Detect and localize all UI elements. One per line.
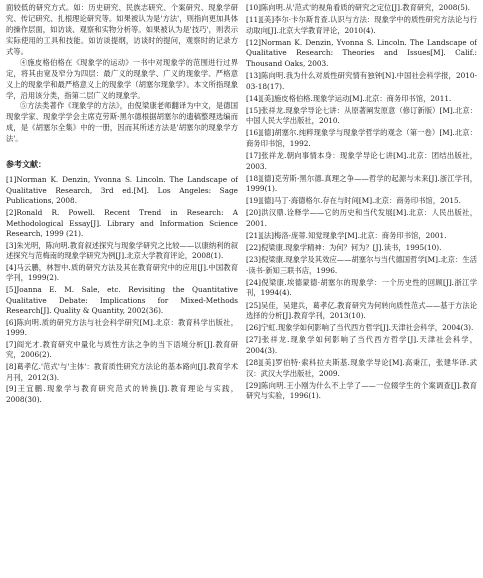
reference-item: [13]陈向明.我为什么对质性研究情有独钟[N].中国社会科学报，2010-03-18(17).: [246, 70, 477, 91]
reference-item: [22]倪梁康.现象学精神：为何？何为？[J].读书，1995(10).: [246, 243, 442, 253]
reference-item: [18][德]克劳斯·黑尔德.真理之争——哲学的起源与未来[J].浙江学刊，1999(1).: [246, 173, 477, 194]
reference-item: [3]朱光明，陈向明.教育叙述探究与现象学研究之比较——以康纳利的叙述探究与范梅南的现象学研究为例[J].北京大学教育评论，2008(1).: [6, 240, 238, 261]
reference-item: [17]张祥龙.朝向事情本身：现象学导论七讲[M].北京：团结出版社，2003.: [246, 151, 477, 171]
reference-item: [19][德]马丁·海德格尔.存在与时间[M].北京：商务印书馆，2015.: [246, 196, 461, 206]
reference-item: [12]Norman K. Denzin, Yvonna S. Lincoln. The Landscape of Qualitative Research: Theories and Issues[M]. Calif.: Thousand Oaks, 2003.: [246, 37, 477, 68]
references-title: 参考文献：: [6, 160, 46, 170]
body-paragraph-3: ⑤方法类著作《现象学的方法》，由倪梁康老师翻译为中文，是德国现象学家、现象学学会主席克劳斯·黑尔德根据胡塞尔的遗稿整理选编而成，是《胡塞尔全集》中的一册，因而其所述方法是'胡塞尔的现象学方法'。: [6, 101, 238, 144]
section-gap: [6, 145, 238, 159]
reference-item: [11][美]李尔·卡尔斯肯查.认识与方法：现象学中的质性研究方法论与行动取向[J].北京大学教育评论，2010(4).: [246, 15, 477, 35]
reference-item: [10]陈向明.从'范式'的视角看质的研究之定位[J].教育研究，2008(5).: [246, 3, 471, 12]
body-paragraph-2: ④施皮格伯格在《现象学的运动》一书中对现象学的范围进行过界定，将其由宽及窄分为四层：最广义的现象学、广义的现象学、严格意义上的现象学和最严格意义上的现象学（胡塞尔现象学）。本文所指现象学，沿用该分类，指第二层广义的现象学。: [6, 57, 238, 100]
reference-item: [24]倪梁康.埃德蒙德·胡塞尔的现象学：一个历史性的回顾[J].浙江学刊，1994(4).: [246, 277, 477, 298]
reference-item: [7]阎光才.教育研究中量化与质性方法之争的当下语境分析[J].教育研究，2006(2).: [6, 339, 238, 360]
reference-item: [8]葛孝亿.'范式'与'主体'：教育质性研究方法论的基本路向[J].教育学术月刊，2012(3).: [6, 362, 238, 382]
reference-item: [21][法]梅洛-庞蒂.知觉现象学[M].北京：商务印书馆，2001.: [246, 231, 447, 241]
reference-item: [26]宁虹.现象学如何影响了当代西方哲学[J].天津社会科学，2004(3).: [246, 323, 474, 333]
reference-item: [1]Norman K. Denzin, Yvonna S. Lincoln. The Landscape of Qualitative Research, 3rd ed.[M]. Los Angeles: Sage Publications, 2008.: [6, 175, 238, 206]
left-column: [6, 3, 238, 574]
reference-item: [6]陈向明.质的研究方法与社会科学研究[M].北京：教育科学出版社，1999.: [6, 317, 238, 338]
body-paragraph-1: 面较低的研究方式。如：历史研究、民族志研究、个案研究、现象学研究、传记研究、扎根理论研究等。如果被认为是'方法'，则指向更加具体的操作层面，如访谈、观察和实物分析等。如果被认为是'技巧'，则表示实际使用的工具和技能。如访谈提纲，访谈时的提问，观察时的记录方式等。: [6, 3, 238, 56]
reference-item: [25]吴佳，吴建兵，葛孝亿.教育研究为何转向质性范式——基于方法论选择的分析[J].教育学刊，2013(10).: [246, 300, 477, 321]
reference-item: [5]Joanna E. M. Sale, etc. Revisiting the Quantitative Qualitative Debate: Implications for Mixed-Methods Research[J]. Quality & Quantity, 2002(36).: [6, 284, 238, 316]
reference-item: [27]张祥龙.现象学如何影响了当代西方哲学[J].天津社会科学，2004(3).: [246, 335, 477, 355]
reference-item: [23]倪梁康.现象学及其效应——胡塞尔与当代德国哲学[M].北京：生活·读书·新知三联书店，1996.: [246, 255, 477, 275]
reference-item: [9]王宜鹏.现象学与教育研究范式的转换[J].教育理论与实践，2008(30).: [6, 384, 238, 404]
reference-item: [16][德]胡塞尔.纯粹现象学与现象学哲学的观念（第一卷）[M].北京：商务印书馆，1992.: [246, 128, 477, 148]
reference-item: [14][美]施皮格伯格.现象学运动[M].北京：商务印书馆，2011.: [246, 93, 452, 103]
reference-item: [28][美]罗伯特·索科拉夫斯基.现象学导论[M].高秉江，张建华译.武汉：武汉大学出版社，2009.: [246, 357, 477, 378]
reference-item: [29]陈向明.王小刚为什么不上学了——一位辍学生的个案调查[J].教育研究与实验，1996(1).: [246, 380, 477, 401]
right-column: [246, 3, 477, 574]
reference-item: [15]张祥龙.现象学导论七讲：从原著阐发原意（修订新版）[M].北京：中国人民大学出版社，2010.: [246, 105, 477, 126]
reference-item: [2]Ronald R. Powell. Recent Trend in Research: A Methodological Essay[J]. Library and Information Science Research, 1999 (21).: [6, 207, 238, 239]
reference-item: [20]洪汉鼎.诠释学——它的历史和当代发展[M].北京：人民出版社，2001.: [246, 208, 477, 228]
reference-item: [4]马云鹏，林智中.质的研究方法及其在教育研究中的应用[J].中国教育学刊，1999(2).: [6, 262, 238, 283]
